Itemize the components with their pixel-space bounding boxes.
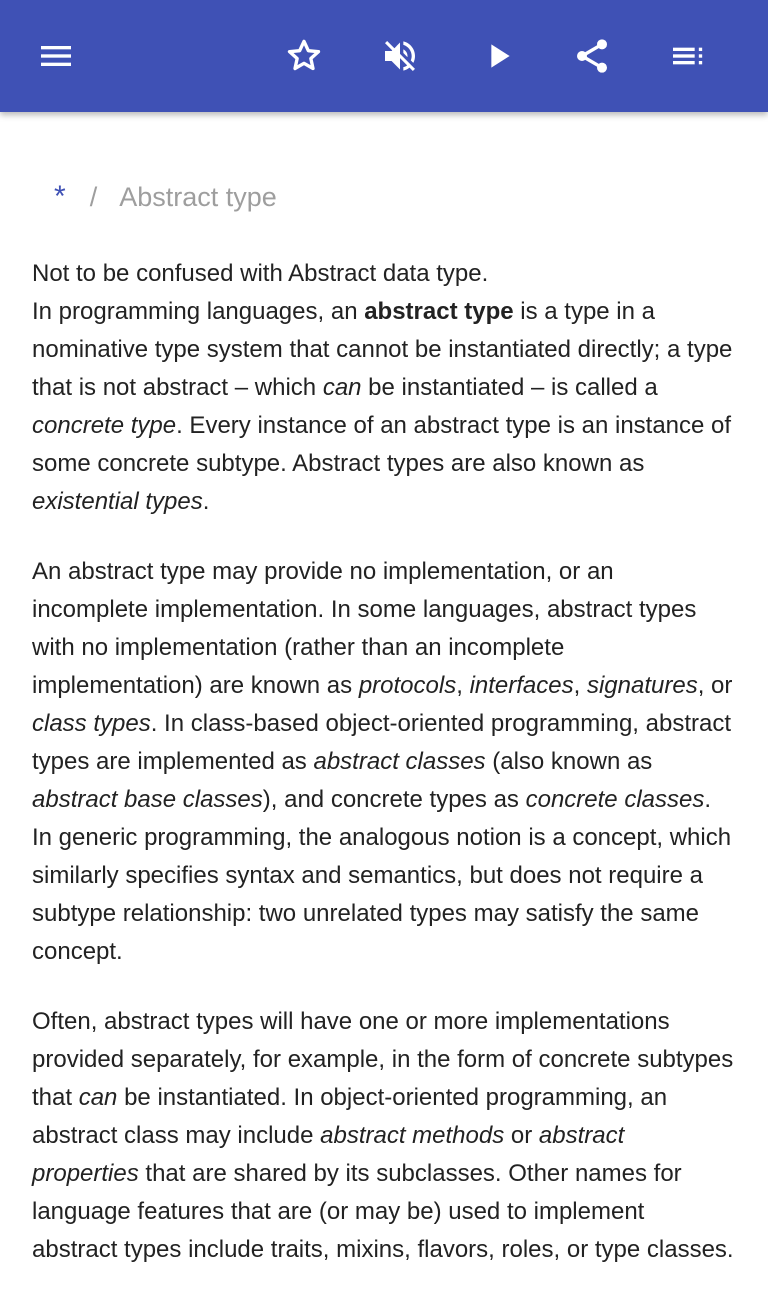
text-span: In programming languages, an — [32, 298, 365, 325]
italic-term: concrete classes — [525, 786, 705, 813]
italic-term: existential types — [32, 488, 203, 515]
italic-term: signatures — [586, 672, 698, 699]
italic-term: abstract methods — [320, 1122, 505, 1149]
breadcrumb — [54, 180, 277, 214]
text-span: , — [573, 672, 587, 699]
italic-term: can — [78, 1084, 118, 1111]
text-span: or — [504, 1122, 539, 1149]
share-icon — [572, 36, 612, 76]
article-body — [32, 255, 736, 1301]
paragraph-2 — [32, 553, 736, 971]
italic-term: can — [322, 374, 362, 401]
text-span: that are shared by its subclasses. Other names for language features that are (or may be) used to implement abstract types include traits, mixins, flavors, roles, or type classes. — [32, 1160, 734, 1263]
table-of-contents-button[interactable] — [660, 28, 716, 84]
menu-button[interactable] — [28, 28, 84, 84]
text-span: . In generic programming, the analogous notion is a concept, which similarly specifies syntax and semantics, but does not require a subtype relationship: two unrelated types may satisfy the same concept. — [32, 786, 732, 965]
mute-button[interactable] — [372, 28, 428, 84]
text-span: Often, abstract types will have one or more implementations provided separately, for example, in the form of concrete subtypes that — [32, 1008, 734, 1111]
star-outline-icon — [284, 36, 324, 76]
text-span: ), and concrete types as — [262, 786, 526, 813]
text-span: be instantiated – is called a — [361, 374, 658, 401]
bold-term: abstract type — [364, 298, 514, 325]
list-options-icon — [668, 36, 708, 76]
text-span: . — [202, 488, 210, 515]
text-span: is a type in a nominative type system that cannot be instantiated directly; a type that is not abstract – which — [32, 298, 733, 401]
text-span: , or — [697, 672, 733, 699]
italic-term: class types — [32, 710, 151, 737]
breadcrumb-home-link[interactable]: * — [54, 180, 66, 213]
italic-term: abstract classes — [313, 748, 486, 775]
text-span: , — [456, 672, 470, 699]
top-toolbar — [0, 0, 768, 112]
italic-term: interfaces — [469, 672, 574, 699]
share-button[interactable] — [564, 28, 620, 84]
text-span: An abstract type may provide no implementation, or an incomplete implementation. In some languages, abstract types with no implementation (rather than an incomplete implementation) are known as — [32, 558, 697, 699]
text-span: . In class-based object-oriented programming, abstract types are implemented as — [32, 710, 731, 775]
italic-term: abstract properties — [32, 1122, 625, 1187]
paragraph-3 — [32, 1003, 736, 1269]
italic-term: protocols — [358, 672, 457, 699]
breadcrumb-current: Abstract type — [119, 182, 277, 212]
paragraph-1 — [32, 293, 736, 521]
hatnote: Not to be confused with Abstract data type. — [32, 260, 489, 287]
play-button[interactable] — [470, 28, 526, 84]
italic-term: concrete type — [32, 412, 177, 439]
italic-term: abstract base classes — [32, 786, 263, 813]
text-span: (also known as — [485, 748, 653, 775]
hamburger-menu-icon — [36, 36, 76, 76]
breadcrumb-separator: / — [89, 182, 98, 212]
text-span: . Every instance of an abstract type is an instance of some concrete subtype. Abstract types are also known as — [32, 412, 732, 477]
volume-off-icon — [380, 36, 420, 76]
bookmark-button[interactable] — [276, 28, 332, 84]
play-icon — [478, 36, 518, 76]
text-span: be instantiated. In object-oriented programming, an abstract class may include — [32, 1084, 668, 1149]
